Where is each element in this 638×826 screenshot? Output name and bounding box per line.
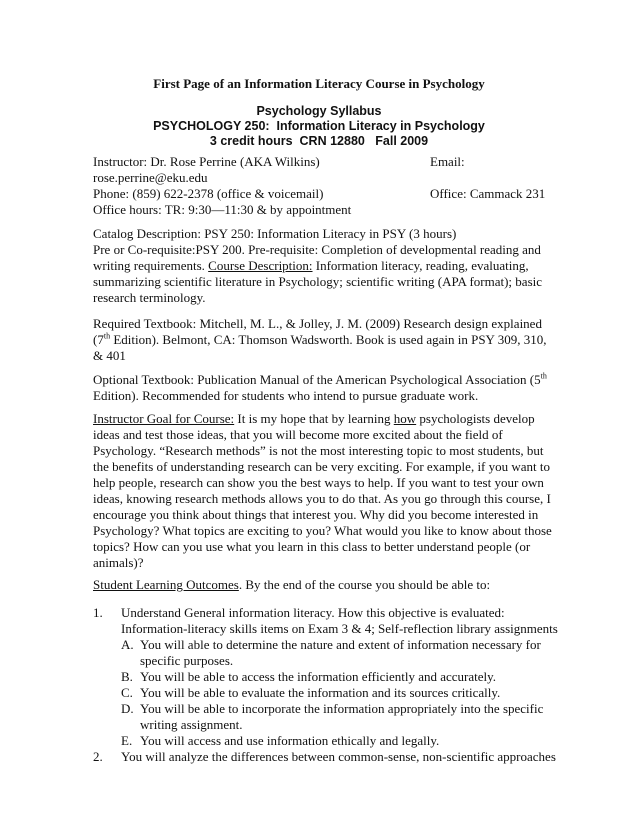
email-label: Email: bbox=[430, 154, 465, 169]
instructor-line: Instructor: Dr. Rose Perrine (AKA Wilkins) bbox=[93, 154, 320, 169]
document-title: First Page of an Information Literacy Course in Psychology bbox=[153, 76, 485, 91]
goal-line: encourage you think about things that interest you. Why did you become interested in bbox=[93, 507, 539, 522]
office-hours: Office hours: TR: 9:30—11:30 & by appointment bbox=[93, 202, 352, 217]
goal-line: ideas, knowing research methods allows you to do that. As you go through this course, I bbox=[93, 491, 551, 506]
syllabus-header bbox=[0, 104, 638, 149]
outcomes-list: 1. Understand General information literacy. How this objective is evaluated: Information-literacy skills items on Exam 3 & 4; Self-reflection library assignments A. You will able to determine the nature and extent of information necessary for specific purposes. B. You will be able to access the information efficiently and accurately. C. You will be able to evaluate the information and its sources critically. D. You will be able to incorporate the information appropriately into the specific writing assignment. E. You will access and use information ethically and legally. 2. You will analyze the differences between common-sense, non-scientific approaches bbox=[93, 605, 558, 764]
goal-line: the benefits of understanding research can be very exciting. For example, if you want to bbox=[93, 459, 551, 474]
instructor-goal: Instructor Goal for Course: It is my hope that by learning how psychologists develop ideas and test those ideas, that you will become more excited about the field of Psychology. “Research methods” is not the most interesting topic to most students, but the benefits of understanding research can be very exciting. For example, if you want to help people, research can show you the best ways to help. If you want to test your own ideas, knowing research methods allows you to do that. As you go through this course, I encourage you think about things that interest you. Why did you become interested in Psychology? What topics are exciting to you? What would you like to know about those topics? How can you use what you learn in this class to better understand people (or animals)? bbox=[93, 411, 552, 570]
learning-outcomes-intro: Student Learning Outcomes. By the end of the course you should be able to: bbox=[93, 577, 491, 592]
catalog-line: research terminology. bbox=[93, 290, 206, 305]
list-number: 2. bbox=[93, 749, 103, 764]
textbook-line: Optional Textbook: Publication Manual of the American Psychological Association (5th bbox=[93, 371, 547, 387]
goal-line: topics? How can you use what you learn in this class to better understand people (or bbox=[93, 539, 531, 554]
phone-line: Phone: (859) 622-2378 (office & voicemail) bbox=[93, 186, 324, 201]
email-address: rose.perrine@eku.edu bbox=[93, 170, 208, 185]
learning-outcomes-label: Student Learning Outcomes bbox=[93, 577, 239, 592]
goal-line: help people, research can show you the best ways to help. If you want to test your own bbox=[93, 475, 544, 490]
catalog-line: Catalog Description: PSY 250: Information Literacy in PSY (3 hours) bbox=[93, 226, 457, 241]
course-description-label: Course Description: bbox=[208, 258, 313, 273]
optional-textbook bbox=[93, 372, 545, 404]
list-item: You will analyze the differences between common-sense, non-scientific approaches bbox=[121, 749, 556, 764]
textbook-line: Required Textbook: Mitchell, M. L., & Jolley, J. M. (2009) Research design explained bbox=[93, 316, 542, 331]
list-item: Information-literacy skills items on Exam 3 & 4; Self-reflection library assignments bbox=[121, 621, 558, 636]
textbook-line: & 401 bbox=[93, 348, 126, 363]
catalog-description bbox=[93, 226, 545, 306]
contact-block bbox=[93, 154, 545, 218]
textbook-line: (7th Edition). Belmont, CA: Thomson Wadsworth. Book is used again in PSY 309, 310, bbox=[93, 331, 547, 347]
goal-line: Psychology. “Research methods” is not the most interesting topic to most students, but bbox=[93, 443, 544, 458]
prerequisite-line: Pre or Co-requisite:PSY 200. Pre-requisite: Completion of developmental reading and bbox=[93, 242, 541, 257]
list-item: Understand General information literacy. How this objective is evaluated: bbox=[121, 605, 505, 620]
syllabus-heading: Psychology Syllabus bbox=[256, 104, 382, 118]
goal-line: Psychology? What topics are exciting to you? What would you like to know about those bbox=[93, 523, 552, 538]
goal-line: animals)? bbox=[93, 555, 144, 570]
catalog-line: writing requirements. Course Description: Information literacy, reading, evaluating, bbox=[93, 258, 529, 273]
course-credits: 3 credit hours CRN 12880 Fall 2009 bbox=[209, 134, 429, 148]
goal-line: ideas and test those ideas, that you will become more excited about the field of bbox=[93, 427, 503, 442]
list-number: 1. bbox=[93, 605, 103, 620]
office-location: Office: Cammack 231 bbox=[430, 186, 546, 201]
catalog-line: summarizing scientific literature in Psychology; scientific writing (APA format); basic bbox=[93, 274, 543, 289]
course-title: PSYCHOLOGY 250: Information Literacy in Psychology bbox=[153, 119, 485, 133]
instructor-goal-label: Instructor Goal for Course: bbox=[93, 411, 235, 426]
textbook-line: Edition). Recommended for students who intend to pursue graduate work. bbox=[93, 388, 479, 403]
required-textbook bbox=[93, 316, 545, 364]
